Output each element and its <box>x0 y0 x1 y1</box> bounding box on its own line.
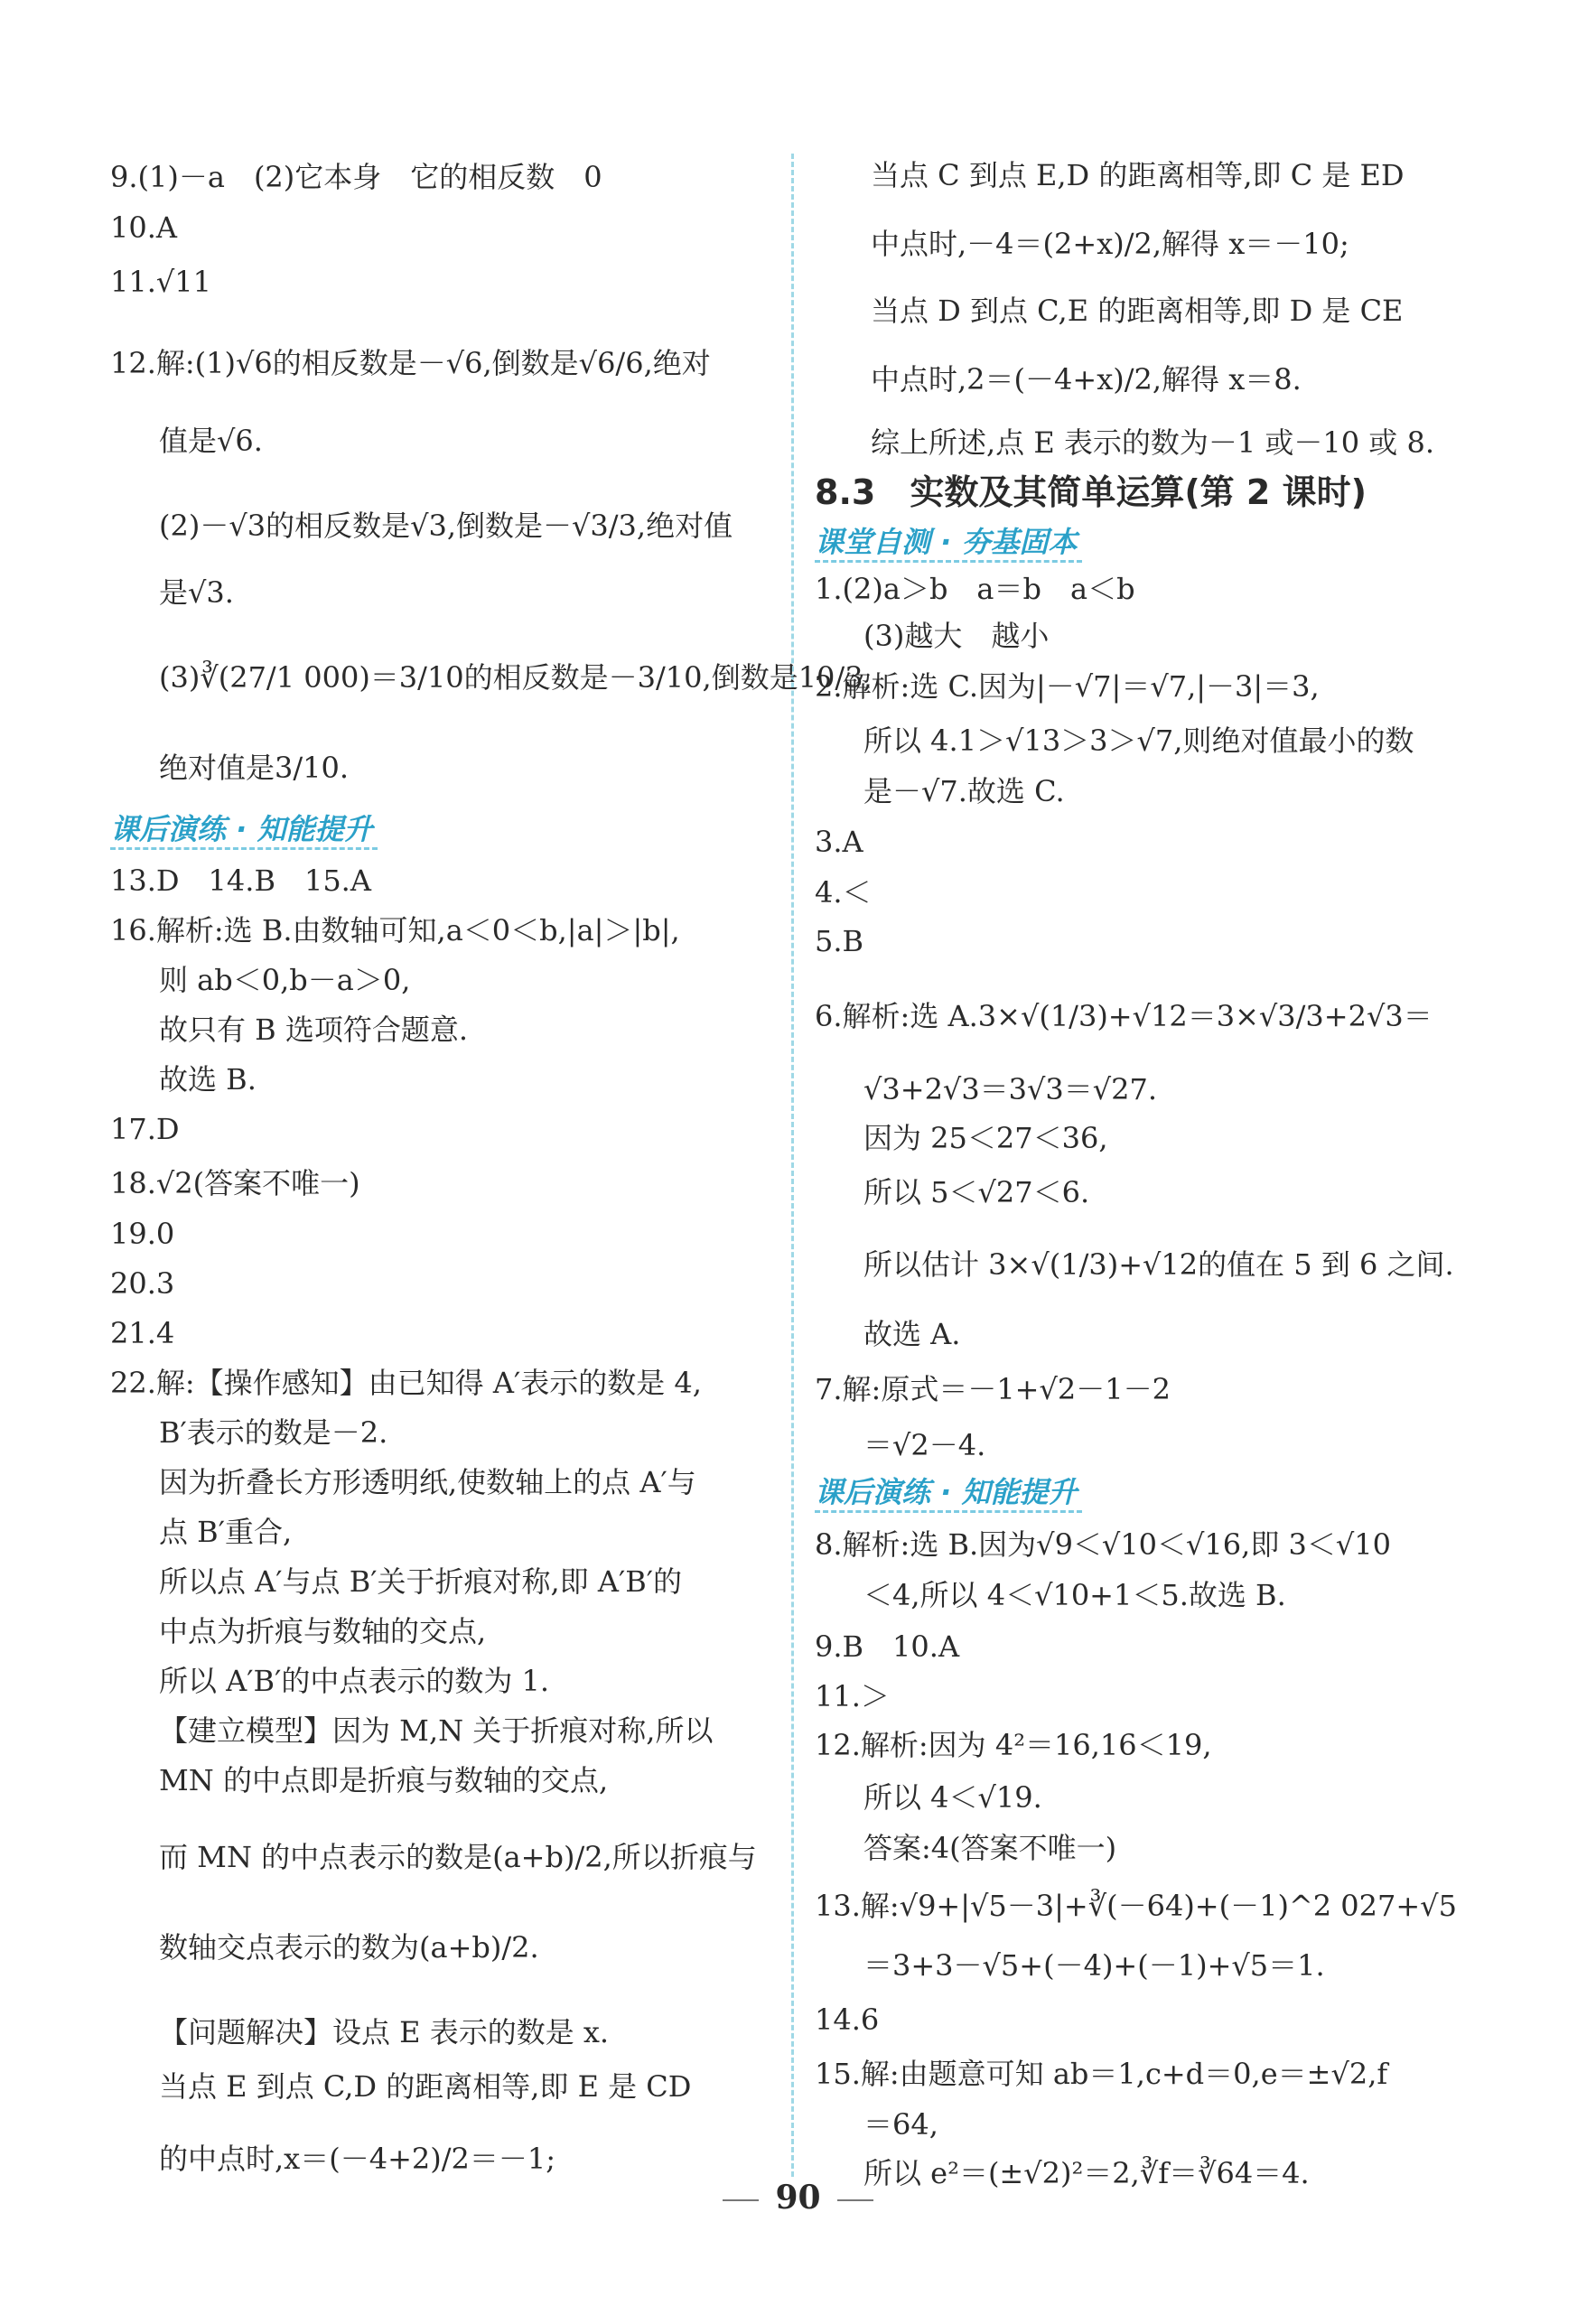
answer-line: 当点 E 到点 C,D 的距离相等,即 E 是 CD <box>159 2069 692 2104</box>
answer-line: 故选 B. <box>159 1062 257 1097</box>
answer-line: 综上所述,点 E 表示的数为－1 或－10 或 8. <box>871 425 1435 460</box>
answer-line: 当点 D 到点 C,E 的距离相等,即 D 是 CE <box>871 294 1404 328</box>
answer-line: 故选 A. <box>863 1317 961 1351</box>
section-title-after-class: 课后演练 · 知能提升 <box>815 1474 1082 1513</box>
lesson-heading: 8.3 实数及其简单运算(第 2 课时) <box>815 472 1367 512</box>
answer-line: (3)越大 越小 <box>863 619 1050 653</box>
answer-line: 21.4 <box>110 1316 175 1350</box>
answer-line: 12.解析:因为 4²＝16,16＜19, <box>815 1728 1212 1762</box>
answer-line: 是－√7.故选 C. <box>863 774 1065 808</box>
answer-line: ＝64, <box>863 2107 938 2142</box>
answer-line: 9.B 10.A <box>815 1629 960 1664</box>
answer-line: 18.√2(答案不唯一) <box>110 1166 360 1200</box>
answer-line: 13.D 14.B 15.A <box>110 863 371 898</box>
answer-line: B′表示的数是－2. <box>159 1415 388 1450</box>
column-divider <box>791 154 794 2177</box>
answer-line: (2)－√3的相反数是√3,倒数是－√3/3,绝对值 <box>159 509 733 543</box>
answer-line: 11.＞ <box>815 1679 890 1713</box>
page-number-text: 90 <box>775 2179 821 2217</box>
answer-line: 【问题解决】设点 E 表示的数是 x. <box>159 2015 610 2049</box>
answer-line: 14.6 <box>815 2002 880 2037</box>
answer-line: 因为 25＜27＜36, <box>863 1121 1108 1155</box>
answer-line: MN 的中点即是折痕与数轴的交点, <box>159 1763 609 1797</box>
answer-line: 20.3 <box>110 1266 175 1301</box>
section-title-in-class: 课堂自测 · 夯基固本 <box>815 524 1082 563</box>
answer-line: 当点 C 到点 E,D 的距离相等,即 C 是 ED <box>871 158 1405 192</box>
answer-line: 16.解析:选 B.由数轴可知,a＜0＜b,|a|＞|b|, <box>110 913 680 947</box>
answer-line: 7.解:原式＝－1+√2－1－2 <box>815 1372 1171 1406</box>
section-title-after-class: 课后演练 · 知能提升 <box>110 811 378 850</box>
answer-line: 4.＜ <box>815 875 872 910</box>
answer-line: √3+2√3＝3√3＝√27. <box>863 1072 1158 1106</box>
page-number-dash <box>837 2199 873 2201</box>
answer-line: 【建立模型】因为 M,N 关于折痕对称,所以 <box>159 1713 714 1748</box>
answer-line: 点 B′重合, <box>159 1515 293 1549</box>
answer-line: 故只有 B 选项符合题意. <box>159 1013 469 1047</box>
answer-line: 3.A <box>815 825 863 859</box>
answer-line: 1.(2)a＞b a＝b a＜b <box>815 572 1135 606</box>
answer-line: 答案:4(答案不唯一) <box>863 1831 1117 1865</box>
answer-line: ＝3+3－√5+(－4)+(－1)+√5＝1. <box>863 1948 1325 1983</box>
answer-line: 数轴交点表示的数为(a+b)/2. <box>159 1930 539 1965</box>
answer-line: 22.解:【操作感知】由已知得 A′表示的数是 4, <box>110 1366 702 1400</box>
answer-line: 9.(1)－a (2)它本身 它的相反数 0 <box>110 160 602 194</box>
answer-line: 所以 A′B′的中点表示的数为 1. <box>159 1664 550 1698</box>
answer-line: ＜4,所以 4＜√10+1＜5.故选 B. <box>863 1578 1286 1612</box>
answer-line: 所以 e²＝(±√2)²＝2,∛f＝∛64＝4. <box>863 2156 1310 2190</box>
answer-line: 15.解:由题意可知 ab＝1,c+d＝0,e＝±√2,f <box>815 2057 1388 2091</box>
answer-line: 5.B <box>815 924 864 958</box>
answer-line: 的中点时,x＝(－4+2)/2＝－1; <box>159 2142 556 2176</box>
answer-line: 12.解:(1)√6的相反数是－√6,倒数是√6/6,绝对 <box>110 346 711 380</box>
page-number <box>0 2179 1596 2217</box>
answer-line: 13.解:√9+|√5－3|+∛(－64)+(－1)^2 027+√5 <box>815 1889 1457 1923</box>
answer-line: 11.√11 <box>110 265 211 299</box>
answer-line: 所以 4＜√19. <box>863 1780 1042 1815</box>
answer-line: 所以 5＜√27＜6. <box>863 1175 1090 1209</box>
answer-line: 中点时,2＝(－4+x)/2,解得 x＝8. <box>871 362 1302 397</box>
page-number-dash <box>723 2199 759 2201</box>
answer-line: (3)∛(27/1 000)＝3/10的相反数是－3/10,倒数是10/3, <box>159 660 873 695</box>
answer-line: 2.解析:选 C.因为|－√7|＝√7,|－3|＝3, <box>815 669 1320 704</box>
answer-line: 则 ab＜0,b－a＞0, <box>159 963 411 997</box>
answer-line: 19.0 <box>110 1217 175 1251</box>
answer-line: 所以估计 3×√(1/3)+√12的值在 5 到 6 之间. <box>863 1247 1454 1282</box>
answer-line: 17.D <box>110 1112 180 1146</box>
answer-line: 而 MN 的中点表示的数是(a+b)/2,所以折痕与 <box>159 1840 757 1874</box>
answer-line: 值是√6. <box>159 424 263 458</box>
answer-line: 所以 4.1＞√13＞3＞√7,则绝对值最小的数 <box>863 723 1414 758</box>
answer-line: 10.A <box>110 210 177 245</box>
answer-line: 中点时,－4＝(2+x)/2,解得 x＝－10; <box>871 227 1349 261</box>
answer-line: 6.解析:选 A.3×√(1/3)+√12＝3×√3/3+2√3＝ <box>815 999 1433 1033</box>
answer-line: 中点为折痕与数轴的交点, <box>159 1614 487 1648</box>
answer-line: 绝对值是3/10. <box>159 751 350 785</box>
answer-line: 是√3. <box>159 575 234 610</box>
answer-line: 8.解析:选 B.因为√9＜√10＜√16,即 3＜√10 <box>815 1527 1391 1562</box>
answer-line: 因为折叠长方形透明纸,使数轴上的点 A′与 <box>159 1465 696 1499</box>
answer-line: ＝√2－4. <box>863 1428 986 1462</box>
answer-line: 所以点 A′与点 B′关于折痕对称,即 A′B′的 <box>159 1564 683 1599</box>
